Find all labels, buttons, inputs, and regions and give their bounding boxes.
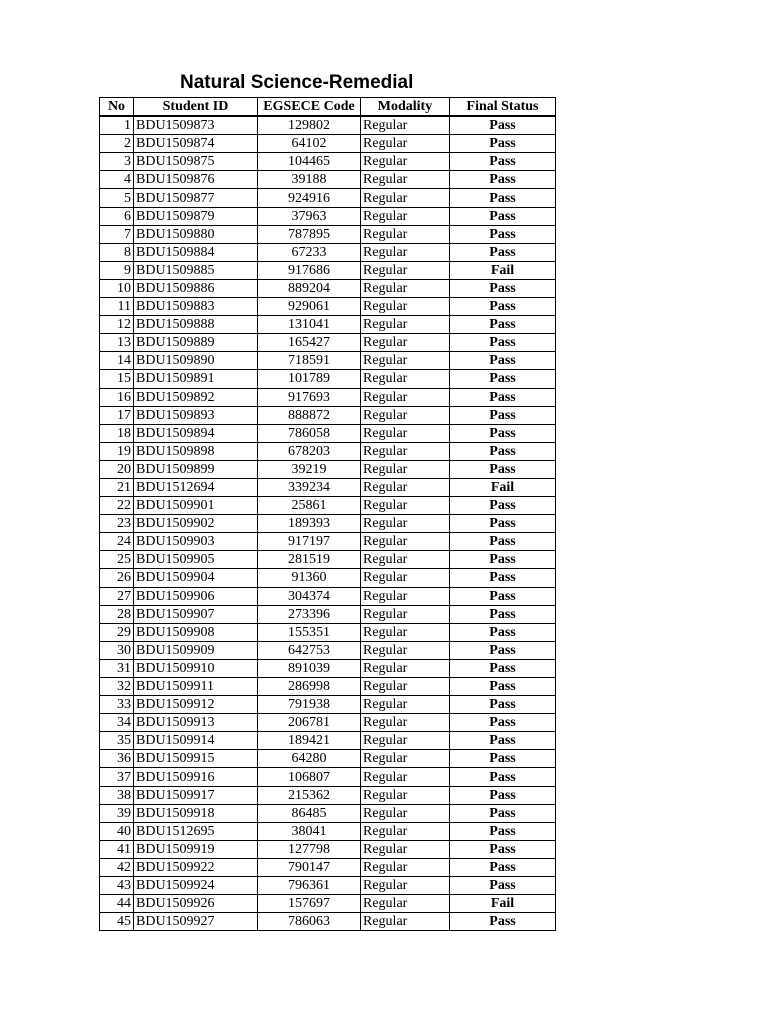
table-row (100, 189, 556, 207)
table-row (100, 497, 556, 515)
modality: Regular (361, 714, 450, 732)
modality: Regular (361, 641, 450, 659)
egsece-code: 37963 (258, 207, 361, 225)
modality: Regular (361, 424, 450, 442)
final-status: Pass (450, 840, 556, 858)
table-row (100, 515, 556, 533)
row-number: 9 (100, 261, 134, 279)
egsece-code: 165427 (258, 334, 361, 352)
modality: Regular (361, 261, 450, 279)
egsece-code: 917686 (258, 261, 361, 279)
egsece-code: 38041 (258, 822, 361, 840)
final-status: Pass (450, 913, 556, 931)
egsece-code: 106807 (258, 768, 361, 786)
row-number: 15 (100, 370, 134, 388)
student-id: BDU1509913 (134, 714, 258, 732)
student-id: BDU1509876 (134, 171, 258, 189)
egsece-code: 281519 (258, 551, 361, 569)
final-status: Pass (450, 370, 556, 388)
egsece-code: 91360 (258, 569, 361, 587)
table-row (100, 298, 556, 316)
final-status: Pass (450, 406, 556, 424)
row-number: 34 (100, 714, 134, 732)
table-row (100, 605, 556, 623)
egsece-code: 215362 (258, 786, 361, 804)
final-status: Pass (450, 659, 556, 677)
row-number: 17 (100, 406, 134, 424)
egsece-code: 104465 (258, 153, 361, 171)
final-status: Pass (450, 153, 556, 171)
page-title: Natural Science-Remedial (180, 72, 414, 93)
final-status: Pass (450, 352, 556, 370)
row-number: 24 (100, 533, 134, 551)
row-number: 19 (100, 442, 134, 460)
final-status: Pass (450, 605, 556, 623)
student-id: BDU1509912 (134, 696, 258, 714)
modality: Regular (361, 189, 450, 207)
table-row (100, 352, 556, 370)
final-status: Pass (450, 388, 556, 406)
results-table (99, 97, 556, 931)
final-status: Fail (450, 261, 556, 279)
egsece-code: 917197 (258, 533, 361, 551)
final-status: Pass (450, 786, 556, 804)
final-status: Pass (450, 442, 556, 460)
table-row (100, 370, 556, 388)
student-id: BDU1509908 (134, 623, 258, 641)
row-number: 2 (100, 135, 134, 153)
final-status: Pass (450, 207, 556, 225)
table-row (100, 714, 556, 732)
egsece-code: 189393 (258, 515, 361, 533)
modality: Regular (361, 497, 450, 515)
egsece-code: 888872 (258, 406, 361, 424)
egsece-code: 786058 (258, 424, 361, 442)
final-status: Pass (450, 189, 556, 207)
student-id: BDU1509909 (134, 641, 258, 659)
student-id: BDU1509873 (134, 116, 258, 135)
student-id: BDU1509927 (134, 913, 258, 931)
row-number: 29 (100, 623, 134, 641)
row-number: 28 (100, 605, 134, 623)
egsece-code: 790147 (258, 858, 361, 876)
final-status: Pass (450, 877, 556, 895)
egsece-code: 787895 (258, 225, 361, 243)
student-id: BDU1509891 (134, 370, 258, 388)
row-number: 39 (100, 804, 134, 822)
final-status: Pass (450, 171, 556, 189)
egsece-code: 339234 (258, 478, 361, 496)
row-number: 27 (100, 587, 134, 605)
table-row (100, 478, 556, 496)
modality: Regular (361, 298, 450, 316)
egsece-code: 64102 (258, 135, 361, 153)
table-row (100, 533, 556, 551)
egsece-code: 917693 (258, 388, 361, 406)
student-id: BDU1509883 (134, 298, 258, 316)
modality: Regular (361, 515, 450, 533)
modality: Regular (361, 768, 450, 786)
final-status: Pass (450, 750, 556, 768)
row-number: 33 (100, 696, 134, 714)
final-status: Pass (450, 497, 556, 515)
table-row (100, 877, 556, 895)
egsece-code: 642753 (258, 641, 361, 659)
egsece-code: 25861 (258, 497, 361, 515)
student-id: BDU1509899 (134, 460, 258, 478)
final-status: Pass (450, 641, 556, 659)
final-status: Fail (450, 895, 556, 913)
modality: Regular (361, 696, 450, 714)
modality: Regular (361, 388, 450, 406)
final-status: Pass (450, 135, 556, 153)
row-number: 22 (100, 497, 134, 515)
table-row (100, 569, 556, 587)
row-number: 37 (100, 768, 134, 786)
header-no: No (100, 98, 134, 117)
table-row (100, 696, 556, 714)
modality: Regular (361, 116, 450, 135)
row-number: 31 (100, 659, 134, 677)
table-row (100, 641, 556, 659)
egsece-code: 101789 (258, 370, 361, 388)
modality: Regular (361, 533, 450, 551)
student-id: BDU1509926 (134, 895, 258, 913)
modality: Regular (361, 478, 450, 496)
student-id: BDU1509885 (134, 261, 258, 279)
row-number: 45 (100, 913, 134, 931)
table-row (100, 406, 556, 424)
table-row (100, 153, 556, 171)
table-row (100, 732, 556, 750)
final-status: Pass (450, 533, 556, 551)
modality: Regular (361, 442, 450, 460)
student-id: BDU1509879 (134, 207, 258, 225)
egsece-code: 86485 (258, 804, 361, 822)
student-id: BDU1509898 (134, 442, 258, 460)
final-status: Pass (450, 858, 556, 876)
header-egsece-code: EGSECE Code (258, 98, 361, 117)
modality: Regular (361, 406, 450, 424)
student-id: BDU1509893 (134, 406, 258, 424)
final-status: Pass (450, 623, 556, 641)
row-number: 35 (100, 732, 134, 750)
header-student-id: Student ID (134, 98, 258, 117)
student-id: BDU1509892 (134, 388, 258, 406)
modality: Regular (361, 877, 450, 895)
row-number: 1 (100, 116, 134, 135)
final-status: Pass (450, 424, 556, 442)
student-id: BDU1509910 (134, 659, 258, 677)
modality: Regular (361, 822, 450, 840)
modality: Regular (361, 605, 450, 623)
row-number: 32 (100, 678, 134, 696)
table-row (100, 858, 556, 876)
table-row (100, 135, 556, 153)
row-number: 13 (100, 334, 134, 352)
table-row (100, 388, 556, 406)
egsece-code: 155351 (258, 623, 361, 641)
egsece-code: 64280 (258, 750, 361, 768)
final-status: Fail (450, 478, 556, 496)
modality: Regular (361, 279, 450, 297)
final-status: Pass (450, 569, 556, 587)
modality: Regular (361, 895, 450, 913)
student-id: BDU1509917 (134, 786, 258, 804)
modality: Regular (361, 551, 450, 569)
egsece-code: 796361 (258, 877, 361, 895)
table-row (100, 424, 556, 442)
row-number: 10 (100, 279, 134, 297)
egsece-code: 304374 (258, 587, 361, 605)
row-number: 36 (100, 750, 134, 768)
egsece-code: 889204 (258, 279, 361, 297)
row-number: 38 (100, 786, 134, 804)
table-row (100, 804, 556, 822)
modality: Regular (361, 243, 450, 261)
egsece-code: 718591 (258, 352, 361, 370)
final-status: Pass (450, 225, 556, 243)
table-row (100, 659, 556, 677)
table-row (100, 786, 556, 804)
table-row (100, 225, 556, 243)
egsece-code: 206781 (258, 714, 361, 732)
modality: Regular (361, 207, 450, 225)
student-id: BDU1509906 (134, 587, 258, 605)
student-id: BDU1509889 (134, 334, 258, 352)
final-status: Pass (450, 243, 556, 261)
modality: Regular (361, 587, 450, 605)
final-status: Pass (450, 678, 556, 696)
student-id: BDU1509915 (134, 750, 258, 768)
row-number: 11 (100, 298, 134, 316)
egsece-code: 786063 (258, 913, 361, 931)
table-row (100, 768, 556, 786)
table-row (100, 261, 556, 279)
row-number: 12 (100, 316, 134, 334)
row-number: 44 (100, 895, 134, 913)
modality: Regular (361, 732, 450, 750)
table-row (100, 750, 556, 768)
row-number: 43 (100, 877, 134, 895)
student-id: BDU1509903 (134, 533, 258, 551)
row-number: 7 (100, 225, 134, 243)
final-status: Pass (450, 804, 556, 822)
modality: Regular (361, 334, 450, 352)
egsece-code: 129802 (258, 116, 361, 135)
table-row (100, 243, 556, 261)
final-status: Pass (450, 298, 556, 316)
egsece-code: 273396 (258, 605, 361, 623)
table-row (100, 678, 556, 696)
modality: Regular (361, 352, 450, 370)
student-id: BDU1509877 (134, 189, 258, 207)
row-number: 3 (100, 153, 134, 171)
modality: Regular (361, 804, 450, 822)
row-number: 40 (100, 822, 134, 840)
table-row (100, 551, 556, 569)
egsece-code: 157697 (258, 895, 361, 913)
student-id: BDU1512694 (134, 478, 258, 496)
table-row (100, 279, 556, 297)
egsece-code: 189421 (258, 732, 361, 750)
final-status: Pass (450, 334, 556, 352)
table-row (100, 316, 556, 334)
student-id: BDU1509875 (134, 153, 258, 171)
modality: Regular (361, 225, 450, 243)
row-number: 25 (100, 551, 134, 569)
student-id: BDU1509905 (134, 551, 258, 569)
row-number: 4 (100, 171, 134, 189)
modality: Regular (361, 316, 450, 334)
modality: Regular (361, 750, 450, 768)
row-number: 6 (100, 207, 134, 225)
final-status: Pass (450, 732, 556, 750)
student-id: BDU1509890 (134, 352, 258, 370)
final-status: Pass (450, 460, 556, 478)
egsece-code: 791938 (258, 696, 361, 714)
table-row (100, 840, 556, 858)
modality: Regular (361, 858, 450, 876)
modality: Regular (361, 786, 450, 804)
student-id: BDU1509902 (134, 515, 258, 533)
row-number: 41 (100, 840, 134, 858)
final-status: Pass (450, 279, 556, 297)
student-id: BDU1509904 (134, 569, 258, 587)
student-id: BDU1509916 (134, 768, 258, 786)
row-number: 21 (100, 478, 134, 496)
student-id: BDU1509919 (134, 840, 258, 858)
final-status: Pass (450, 515, 556, 533)
modality: Regular (361, 460, 450, 478)
egsece-code: 678203 (258, 442, 361, 460)
final-status: Pass (450, 822, 556, 840)
student-id: BDU1509901 (134, 497, 258, 515)
modality: Regular (361, 913, 450, 931)
egsece-code: 39188 (258, 171, 361, 189)
row-number: 14 (100, 352, 134, 370)
table-row (100, 207, 556, 225)
egsece-code: 67233 (258, 243, 361, 261)
header-modality: Modality (361, 98, 450, 117)
table-row (100, 116, 556, 135)
egsece-code: 891039 (258, 659, 361, 677)
header-final-status: Final Status (450, 98, 556, 117)
table-row (100, 442, 556, 460)
table-row (100, 171, 556, 189)
modality: Regular (361, 659, 450, 677)
row-number: 8 (100, 243, 134, 261)
row-number: 18 (100, 424, 134, 442)
final-status: Pass (450, 587, 556, 605)
final-status: Pass (450, 696, 556, 714)
student-id: BDU1509907 (134, 605, 258, 623)
modality: Regular (361, 135, 450, 153)
egsece-code: 127798 (258, 840, 361, 858)
final-status: Pass (450, 551, 556, 569)
egsece-code: 39219 (258, 460, 361, 478)
table-header-row (100, 98, 556, 117)
student-id: BDU1509874 (134, 135, 258, 153)
row-number: 20 (100, 460, 134, 478)
modality: Regular (361, 153, 450, 171)
table-row (100, 460, 556, 478)
table-row (100, 913, 556, 931)
table-row (100, 895, 556, 913)
final-status: Pass (450, 714, 556, 732)
modality: Regular (361, 840, 450, 858)
row-number: 5 (100, 189, 134, 207)
student-id: BDU1509894 (134, 424, 258, 442)
student-id: BDU1509884 (134, 243, 258, 261)
row-number: 23 (100, 515, 134, 533)
modality: Regular (361, 171, 450, 189)
final-status: Pass (450, 768, 556, 786)
egsece-code: 929061 (258, 298, 361, 316)
table-row (100, 334, 556, 352)
modality: Regular (361, 623, 450, 641)
table-row (100, 623, 556, 641)
egsece-code: 286998 (258, 678, 361, 696)
row-number: 16 (100, 388, 134, 406)
student-id: BDU1509886 (134, 279, 258, 297)
final-status: Pass (450, 316, 556, 334)
student-id: BDU1509880 (134, 225, 258, 243)
table-row (100, 822, 556, 840)
student-id: BDU1509914 (134, 732, 258, 750)
row-number: 26 (100, 569, 134, 587)
student-id: BDU1509888 (134, 316, 258, 334)
egsece-code: 131041 (258, 316, 361, 334)
modality: Regular (361, 569, 450, 587)
row-number: 42 (100, 858, 134, 876)
student-id: BDU1509918 (134, 804, 258, 822)
modality: Regular (361, 678, 450, 696)
final-status: Pass (450, 116, 556, 135)
student-id: BDU1509924 (134, 877, 258, 895)
row-number: 30 (100, 641, 134, 659)
student-id: BDU1509922 (134, 858, 258, 876)
table-row (100, 587, 556, 605)
student-id: BDU1509911 (134, 678, 258, 696)
table-body (100, 116, 556, 931)
modality: Regular (361, 370, 450, 388)
student-id: BDU1512695 (134, 822, 258, 840)
egsece-code: 924916 (258, 189, 361, 207)
